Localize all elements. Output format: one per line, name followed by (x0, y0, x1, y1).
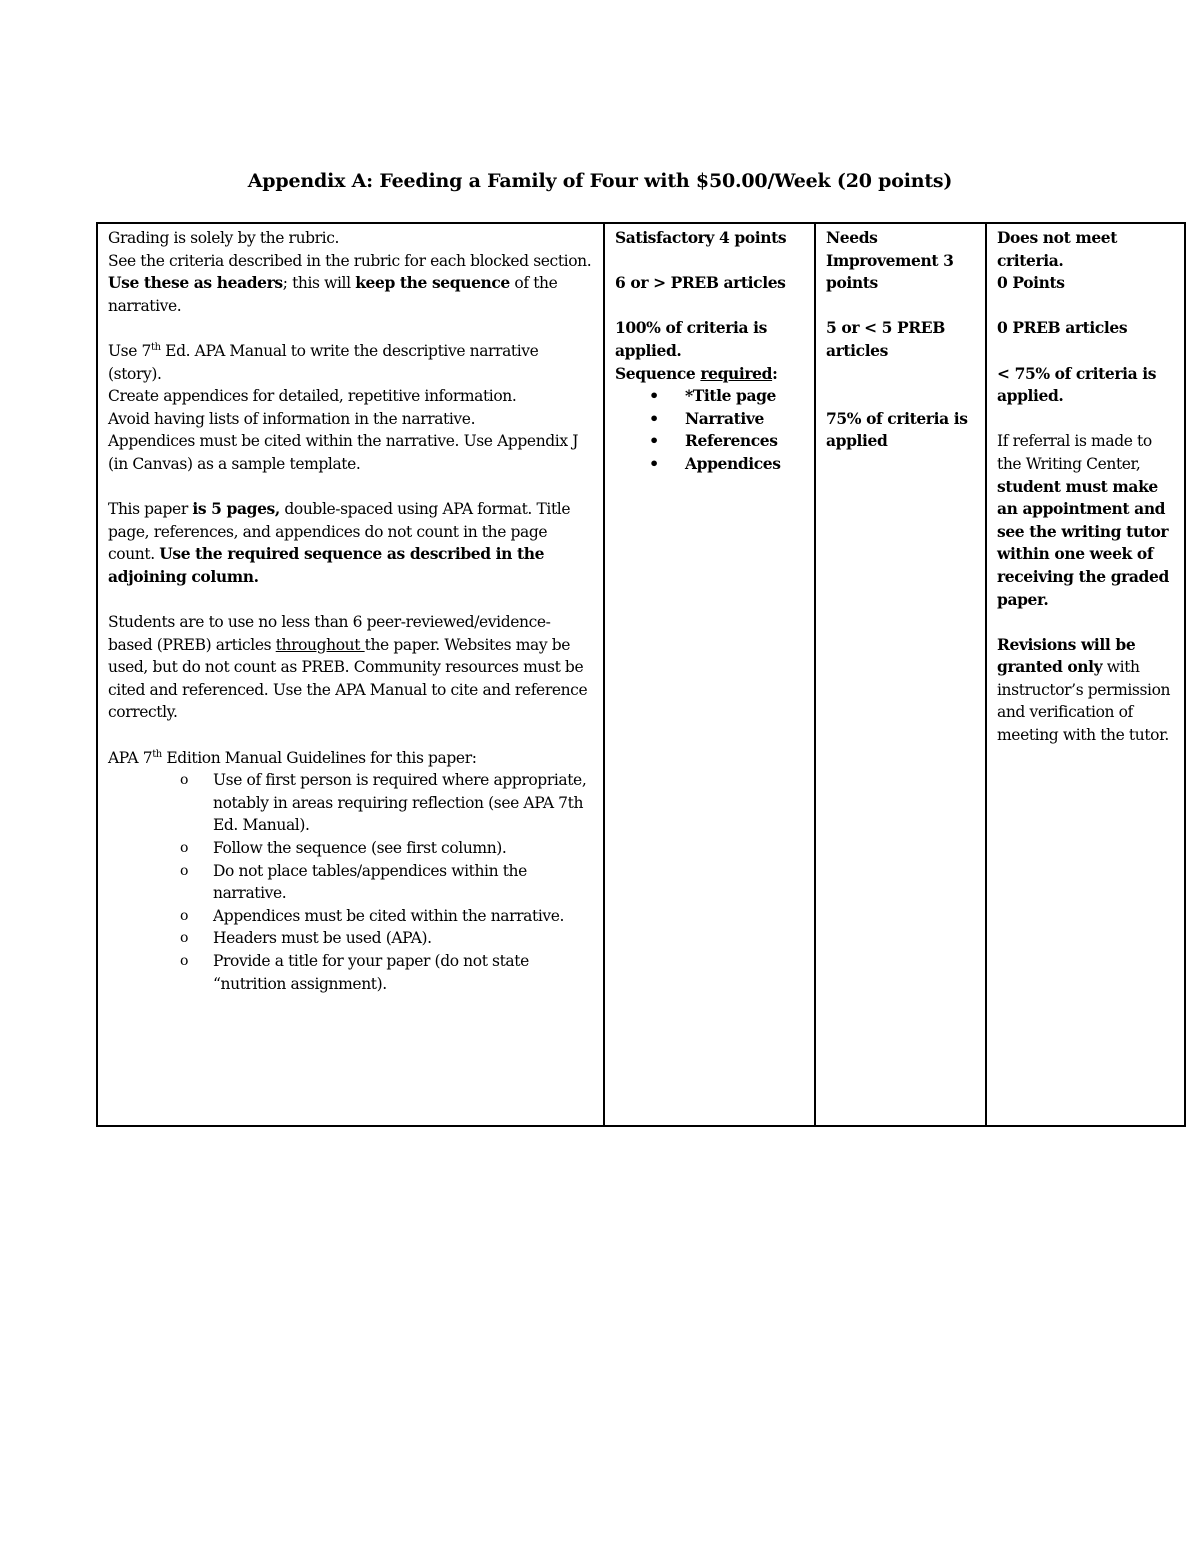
bold-text: Use these as headers (108, 273, 283, 293)
instruction-paragraph: This paper is 5 pages, double-spaced using APA format. Title page, references, and appendices do not count in the page count. Use the required sequence as described in the adjoining column. (108, 499, 571, 586)
list-item: o Use of first person is required where appropriate, notably in areas requiring reflection (see APA 7th Ed. Manual). (180, 771, 587, 835)
satisfactory-articles: 6 or > PREB articles (615, 273, 786, 293)
guidelines-list (108, 769, 593, 995)
circle-bullet-icon: o (180, 907, 189, 924)
does-not-meet-points: 0 Points (997, 273, 1065, 293)
bold-text: keep the sequence (355, 273, 510, 293)
instruction-line: Use these as headers; this will keep the sequence of the narrative. (108, 273, 558, 315)
circle-bullet-icon: o (180, 772, 189, 789)
list-item: o Provide a title for your paper (do not state “nutrition assignment). (180, 952, 529, 993)
list-item: o Do not place tables/appendices within the narrative. (180, 861, 527, 903)
bold-text: student must make an appointment and see the writing tutor within one week of receiving the graded paper. (997, 476, 1169, 609)
does-not-meet-cell (986, 223, 1185, 1126)
instruction-line: Avoid having lists of information in the narrative. (108, 409, 476, 428)
bold-text: Use the required sequence as described in the adjoining column. (108, 544, 545, 586)
bullet-icon: • (649, 431, 659, 451)
instruction-line: See the criteria described in the rubric for each blocked section. (108, 251, 592, 270)
page-title: Appendix A: Feeding a Family of Four with $50.00/Week (20 points) (247, 170, 953, 192)
instruction-line: Use 7th Ed. APA Manual to write the descriptive narrative (story). (108, 341, 539, 383)
list-item: o Follow the sequence (see first column). (213, 837, 593, 860)
needs-improvement-cell (815, 223, 986, 1126)
satisfactory-criteria: 100% of criteria is applied. (615, 318, 767, 360)
bold-text: is 5 pages, (192, 499, 280, 519)
bullet-icon: • (649, 386, 659, 406)
sequence-list (615, 385, 804, 475)
list-item: o Headers must be used (APA). (213, 927, 593, 950)
instructions-cell (97, 223, 604, 1126)
list-item: • Narrative (685, 408, 804, 431)
circle-bullet-icon: o (180, 953, 189, 969)
satisfactory-cell (604, 223, 815, 1126)
list-item: • References (685, 430, 804, 453)
instruction-paragraph: Students are to use no less than 6 peer-reviewed/evidence-based (PREB) articles throughout the paper. Websites may be used, but do not count as PREB. Community resources must be cited and referenced. Use the APA Manual to cite and reference correctly. (108, 613, 588, 722)
needs-improvement-heading: Needs Improvement 3 points (826, 228, 954, 293)
sequence-label: Sequence required: (615, 363, 778, 383)
revisions-note: Revisions will be granted only with instructor’s permission and verification of meeting with the tutor. (997, 634, 1171, 745)
guidelines-heading: APA 7th Edition Manual Guidelines for this paper: (108, 748, 477, 767)
bullet-icon: • (649, 453, 659, 473)
needs-improvement-criteria: 75% of criteria is applied (826, 408, 968, 451)
list-item: • Appendices (685, 453, 804, 476)
circle-bullet-icon: o (180, 930, 189, 947)
needs-improvement-articles: 5 or < 5 PREB articles (826, 318, 945, 360)
instruction-line: Grading is solely by the rubric. (108, 229, 340, 247)
bullet-icon: • (649, 408, 659, 428)
does-not-meet-heading: Does not meet criteria. (997, 228, 1118, 270)
does-not-meet-articles: 0 PREB articles (997, 318, 1128, 338)
list-item: o Appendices must be cited within the narrative. (213, 905, 593, 928)
instruction-line: Appendices must be cited within the narrative. Use Appendix J (in Canvas) as a sample template. (108, 432, 579, 473)
satisfactory-heading: Satisfactory 4 points (615, 228, 787, 247)
circle-bullet-icon: o (180, 862, 189, 879)
instruction-line: Create appendices for detailed, repetitive information. (108, 387, 517, 406)
underlined-text: throughout (275, 635, 365, 654)
rubric-table (96, 222, 1186, 1127)
referral-note: If referral is made to the Writing Center, student must make an appointment and see the writing tutor within one week of receiving the graded paper. (997, 432, 1169, 609)
table-row (97, 223, 1185, 1126)
circle-bullet-icon: o (180, 840, 189, 857)
list-item: • *Title page (685, 385, 804, 408)
bold-text: Revisions will be granted only (997, 634, 1136, 677)
does-not-meet-criteria: < 75% of criteria is applied. (997, 363, 1157, 406)
